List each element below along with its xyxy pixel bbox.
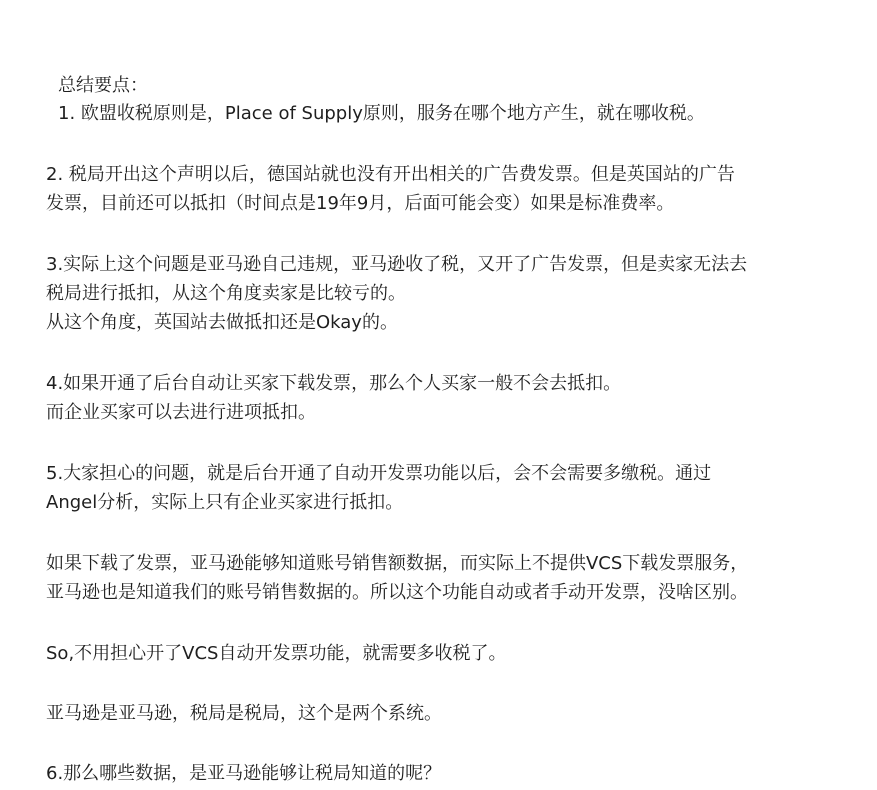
point-4-line-1: 4.如果开通了后台自动让买家下载发票，那么个人买家一般不会去抵扣。 xyxy=(46,373,622,394)
point-4-line-2: 而企业买家可以去进行进项抵扣。 xyxy=(46,402,316,423)
point-5-line-1: 5.大家担心的问题，就是后台开通了自动开发票功能以后，会不会需要多缴税。通过 xyxy=(46,463,712,484)
point-3-line-2: 税局进行抵扣，从这个角度卖家是比较亏的。 xyxy=(46,283,406,304)
point-1: 1. 欧盟收税原则是，Place of Supply原则，服务在哪个地方产生，就在哪收税。 xyxy=(58,103,705,124)
point-5-line-2: Angel分析，实际上只有企业买家进行抵扣。 xyxy=(46,492,404,513)
point-2-line-1: 2. 税局开出这个声明以后，德国站就也没有开出相关的广告费发票。但是英国站的广告 xyxy=(46,164,735,185)
point-6: 6.那么哪些数据，是亚马逊能够让税局知道的呢？ xyxy=(46,763,442,784)
summary-heading: 总结要点： xyxy=(58,75,148,96)
paragraph-6-line-2: 亚马逊也是知道我们的账号销售数据的。所以这个功能自动或者手动开发票，没啥区别。 xyxy=(46,582,748,603)
paragraph-7: So,不用担心开了VCS自动开发票功能，就需要多收税了。 xyxy=(46,643,507,664)
paragraph-8: 亚马逊是亚马逊，税局是税局，这个是两个系统。 xyxy=(46,703,442,724)
point-3-line-3: 从这个角度，英国站去做抵扣还是Okay的。 xyxy=(46,312,398,333)
point-2-line-2: 发票，目前还可以抵扣（时间点是19年9月，后面可能会变）如果是标准费率。 xyxy=(46,193,675,214)
point-3-line-1: 3.实际上这个问题是亚马逊自己违规，亚马逊收了税，又开了广告发票，但是卖家无法去 xyxy=(46,254,748,275)
paragraph-6-line-1: 如果下载了发票，亚马逊能够知道账号销售额数据，而实际上不提供VCS下载发票服务， xyxy=(46,553,749,574)
